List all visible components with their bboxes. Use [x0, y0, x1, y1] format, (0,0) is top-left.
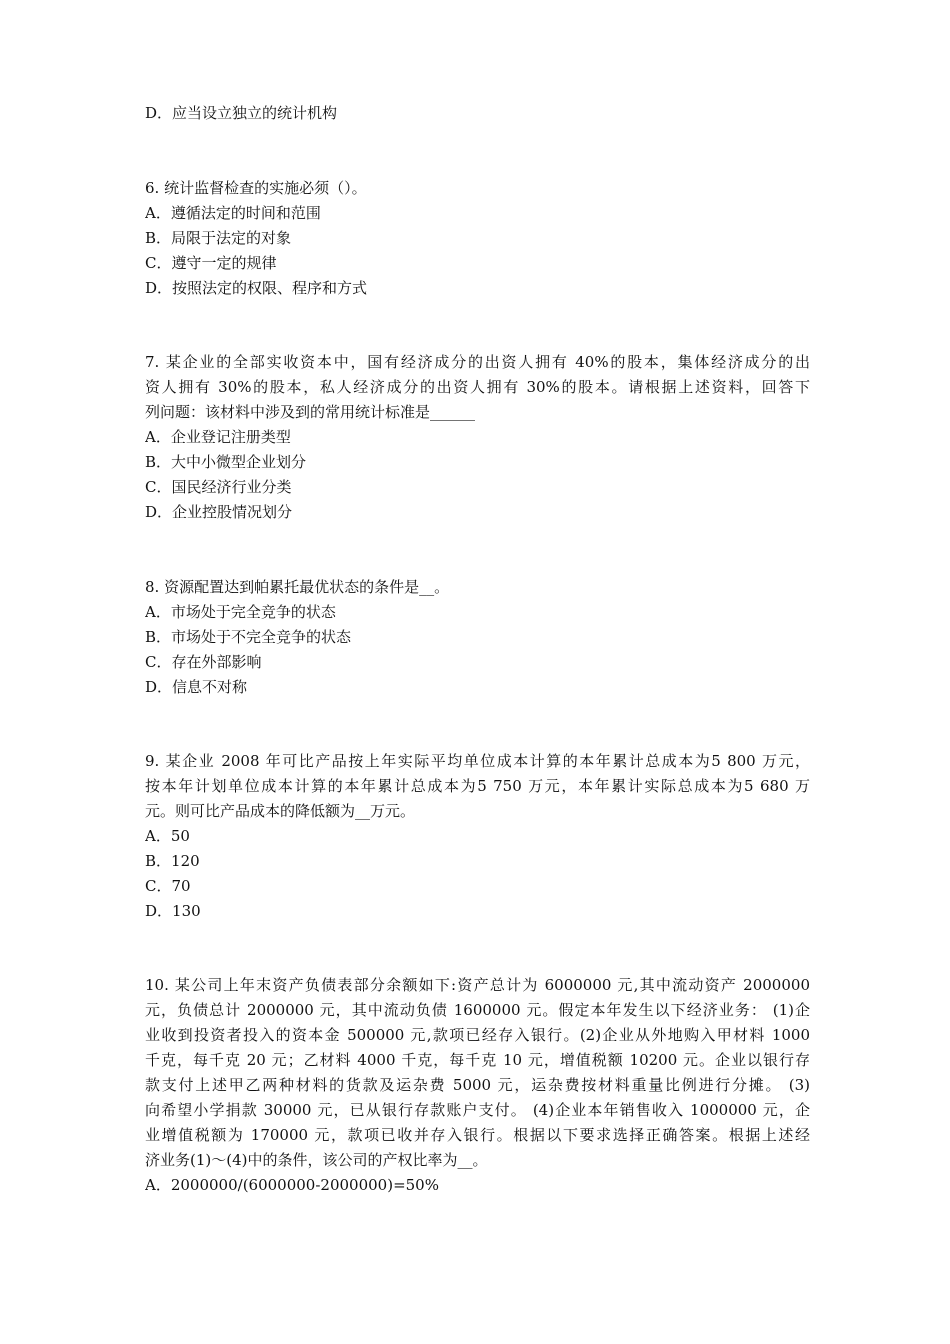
question-10-stem-line: 向希望小学捐款 30000 元，已从银行存款账户支付。 (4)企业本年销售收入 1000000 元，企: [145, 1101, 810, 1119]
question-8-stem: 8. 资源配置达到帕累托最优状态的条件是__。: [145, 578, 450, 596]
question-9-option-d: D．130: [145, 902, 201, 920]
question-10-stem-line: 款支付上述甲乙两种材料的货款及运杂费 5000 元，运杂费按材料重量比例进行分摊。 (3): [145, 1076, 810, 1094]
question-6-option-a: A．遵循法定的时间和范围: [145, 204, 321, 222]
question-7-stem-line: 资人拥有 30%的股本，私人经济成分的出资人拥有 30%的股本。请根据上述资料，回答下: [145, 378, 810, 396]
question-8-option-d: D．信息不对称: [145, 678, 248, 696]
question-7-option-a: A．企业登记注册类型: [145, 428, 291, 446]
question-9-option-c: C．70: [145, 877, 191, 895]
question-9-option-a: A．50: [145, 827, 190, 845]
question-9-option-b: B．120: [145, 852, 200, 870]
question-8-option-a: A．市场处于完全竞争的状态: [145, 603, 336, 621]
question-6-option-b: B．局限于法定的对象: [145, 229, 292, 247]
question-7-option-d: D．企业控股情况划分: [145, 503, 293, 521]
question-10-stem-line: 10. 某公司上年末资产负债表部分余额如下:资产总计为 6000000 元,其中流动资产 2000000: [145, 976, 810, 994]
question-7-stem-line: 7. 某企业的全部实收资本中，国有经济成分的出资人拥有 40%的股本，集体经济成分的出: [145, 353, 810, 371]
question-10-stem-line: 济业务(1)～(4)中的条件，该公司的产权比率为__。: [145, 1151, 488, 1169]
question-10-stem-line: 业收到投资者投入的资本金 500000 元,款项已经存入银行。(2)企业从外地购入甲材料 1000: [145, 1026, 810, 1044]
question-9-stem-line: 按本年计划单位成本计算的本年累计总成本为5 750 万元，本年累计实际总成本为5 680 万: [145, 777, 810, 795]
question-8-option-b: B．市场处于不完全竞争的状态: [145, 628, 352, 646]
question-10-stem-line: 千克，每千克 20 元；乙材料 4000 千克，每千克 10 元，增值税额 10200 元。企业以银行存: [145, 1051, 810, 1069]
question-9-stem-line: 元。则可比产品成本的降低额为__万元。: [145, 802, 416, 820]
question-6-option-d: D．按照法定的权限、程序和方式: [145, 279, 368, 297]
question-9-stem-line: 9. 某企业 2008 年可比产品按上年实际平均单位成本计算的本年累计总成本为5 800 万元，: [145, 752, 810, 770]
question-6-stem: 6. 统计监督检查的实施必须（）。: [145, 179, 367, 197]
question-10-stem-line: 业增值税额为 170000 元，款项已收并存入银行。根据以下要求选择正确答案。根据上述经: [145, 1126, 810, 1144]
question-7-option-b: B．大中小微型企业划分: [145, 453, 307, 471]
question-10-option-a: A．2000000/(6000000-2000000)=50%: [145, 1176, 439, 1194]
question-6-option-c: C．遵守一定的规律: [145, 254, 277, 272]
prev-question-option-d: D．应当设立独立的统计机构: [145, 104, 338, 122]
question-7-stem-line: 列问题：该材料中涉及到的常用统计标准是______: [145, 403, 476, 421]
question-7-option-c: C．国民经济行业分类: [145, 478, 292, 496]
question-10-stem-line: 元，负债总计 2000000 元，其中流动负债 1600000 元。假定本年发生以下经济业务： (1)企: [145, 1001, 810, 1019]
question-8-option-c: C．存在外部影响: [145, 653, 262, 671]
